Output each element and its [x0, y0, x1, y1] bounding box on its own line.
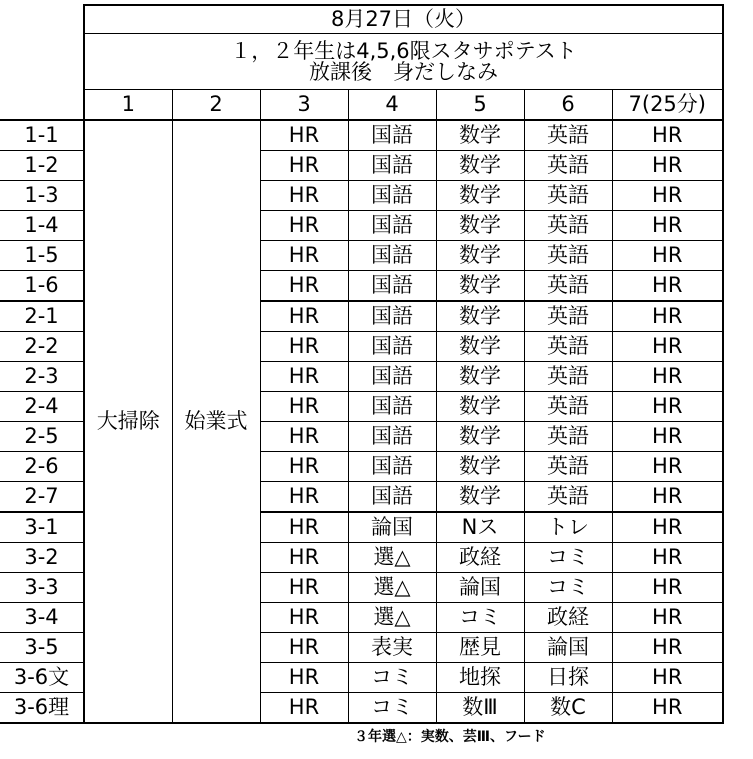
subject-cell-p3: HR [260, 151, 348, 181]
subject-cell-p7: HR [612, 693, 723, 724]
subject-cell-p4: コミ [348, 693, 436, 724]
subject-cell-p3: HR [260, 241, 348, 271]
class-label: 1-6 [0, 271, 84, 302]
subject-cell-p7: HR [612, 241, 723, 271]
subject-cell-p3: HR [260, 573, 348, 603]
subject-cell-p6: 英語 [524, 241, 612, 271]
subject-cell-p5: Nス [436, 512, 524, 543]
notice-line-1: １，２年生は4,5,6限スタサポテスト [230, 38, 577, 63]
class-label: 1-1 [0, 120, 84, 151]
subject-cell-p3: HR [260, 482, 348, 513]
subject-cell-p7: HR [612, 362, 723, 392]
schedule-table [0, 4, 724, 724]
subject-cell-p5: 政経 [436, 543, 524, 573]
subject-cell-p3: HR [260, 332, 348, 362]
subject-cell-p6: 英語 [524, 452, 612, 482]
subject-cell-p5: コミ [436, 603, 524, 633]
subject-cell-p6: 英語 [524, 181, 612, 211]
period-header-2: 2 [172, 90, 260, 121]
subject-cell-p4: 選△ [348, 573, 436, 603]
subject-cell-p4: 国語 [348, 301, 436, 332]
subject-cell-p3: HR [260, 512, 348, 543]
class-label: 3-6文 [0, 663, 84, 693]
subject-cell-p7: HR [612, 452, 723, 482]
subject-cell-p6: コミ [524, 543, 612, 573]
subject-cell-p3: HR [260, 633, 348, 663]
subject-cell-p4: 国語 [348, 120, 436, 151]
subject-cell-p6: 英語 [524, 211, 612, 241]
class-label: 2-1 [0, 301, 84, 332]
period-header-7: 7(25分) [612, 90, 723, 121]
subject-cell-p3: HR [260, 543, 348, 573]
class-label: 2-2 [0, 332, 84, 362]
subject-cell-p4: 国語 [348, 362, 436, 392]
subject-cell-p5: 数学 [436, 422, 524, 452]
class-label: 2-7 [0, 482, 84, 513]
class-label: 3-5 [0, 633, 84, 663]
period-header-3: 3 [260, 90, 348, 121]
subject-cell-p5: 数学 [436, 392, 524, 422]
class-label: 3-1 [0, 512, 84, 543]
subject-cell-p3: HR [260, 181, 348, 211]
subject-cell-p7: HR [612, 392, 723, 422]
subject-cell-p6: 英語 [524, 482, 612, 513]
subject-cell-p5: 数学 [436, 241, 524, 271]
subject-cell-p3: HR [260, 301, 348, 332]
subject-cell-p3: HR [260, 452, 348, 482]
subject-cell-p4: 国語 [348, 271, 436, 302]
class-label: 2-3 [0, 362, 84, 392]
class-label: 3-2 [0, 543, 84, 573]
subject-cell-p3: HR [260, 603, 348, 633]
class-label: 2-6 [0, 452, 84, 482]
merged-ceremony-cell: 始業式 [172, 120, 260, 723]
subject-cell-p5: 数学 [436, 181, 524, 211]
subject-cell-p5: 数学 [436, 271, 524, 302]
subject-cell-p4: 国語 [348, 392, 436, 422]
subject-cell-p5: 論国 [436, 573, 524, 603]
subject-cell-p6: 英語 [524, 151, 612, 181]
subject-cell-p5: 歴見 [436, 633, 524, 663]
class-label: 1-5 [0, 241, 84, 271]
subject-cell-p7: HR [612, 633, 723, 663]
class-label: 1-2 [0, 151, 84, 181]
subject-cell-p4: 選△ [348, 603, 436, 633]
subject-cell-p6: 数C [524, 693, 612, 724]
subject-cell-p4: コミ [348, 663, 436, 693]
merged-cleaning-cell: 大掃除 [84, 120, 172, 723]
subject-cell-p6: 政経 [524, 603, 612, 633]
subject-cell-p7: HR [612, 573, 723, 603]
subject-cell-p6: トレ [524, 512, 612, 543]
subject-cell-p7: HR [612, 543, 723, 573]
footnote: ３年選△：実数、芸Ⅲ、フード [354, 729, 546, 745]
subject-cell-p5: 数学 [436, 211, 524, 241]
period-header-4: 4 [348, 90, 436, 121]
subject-cell-p3: HR [260, 663, 348, 693]
subject-cell-p7: HR [612, 332, 723, 362]
subject-cell-p6: 日探 [524, 663, 612, 693]
class-label: 2-4 [0, 392, 84, 422]
period-header-6: 6 [524, 90, 612, 121]
period-header-5: 5 [436, 90, 524, 121]
subject-cell-p6: コミ [524, 573, 612, 603]
subject-cell-p7: HR [612, 482, 723, 513]
subject-cell-p5: 数学 [436, 482, 524, 513]
subject-cell-p5: 数学 [436, 301, 524, 332]
subject-cell-p3: HR [260, 392, 348, 422]
subject-cell-p6: 論国 [524, 633, 612, 663]
subject-cell-p7: HR [612, 211, 723, 241]
subject-cell-p4: 国語 [348, 241, 436, 271]
subject-cell-p5: 数学 [436, 362, 524, 392]
subject-cell-p3: HR [260, 271, 348, 302]
subject-cell-p7: HR [612, 271, 723, 302]
subject-cell-p4: 国語 [348, 181, 436, 211]
subject-cell-p5: 数学 [436, 120, 524, 151]
subject-cell-p7: HR [612, 603, 723, 633]
subject-cell-p4: 表実 [348, 633, 436, 663]
notice-line-2: 放課後 身だしなみ [309, 59, 498, 84]
subject-cell-p7: HR [612, 151, 723, 181]
subject-cell-p3: HR [260, 362, 348, 392]
class-label: 2-5 [0, 422, 84, 452]
corner-cell [0, 5, 84, 120]
subject-cell-p6: 英語 [524, 362, 612, 392]
subject-cell-p3: HR [260, 422, 348, 452]
subject-cell-p7: HR [612, 181, 723, 211]
subject-cell-p6: 英語 [524, 301, 612, 332]
subject-cell-p7: HR [612, 301, 723, 332]
subject-cell-p4: 選△ [348, 543, 436, 573]
class-label: 3-6理 [0, 693, 84, 724]
subject-cell-p4: 国語 [348, 482, 436, 513]
date-header: 8月27日（火） [84, 5, 723, 34]
subject-cell-p6: 英語 [524, 120, 612, 151]
class-label: 3-4 [0, 603, 84, 633]
subject-cell-p7: HR [612, 663, 723, 693]
subject-cell-p7: HR [612, 422, 723, 452]
subject-cell-p3: HR [260, 120, 348, 151]
period-header-1: 1 [84, 90, 172, 121]
subject-cell-p4: 国語 [348, 151, 436, 181]
subject-cell-p4: 国語 [348, 422, 436, 452]
class-label: 1-3 [0, 181, 84, 211]
subject-cell-p6: 英語 [524, 422, 612, 452]
table-row [0, 120, 723, 151]
class-label: 3-3 [0, 573, 84, 603]
subject-cell-p4: 国語 [348, 452, 436, 482]
subject-cell-p5: 数学 [436, 332, 524, 362]
subject-cell-p6: 英語 [524, 332, 612, 362]
subject-cell-p7: HR [612, 120, 723, 151]
subject-cell-p4: 国語 [348, 332, 436, 362]
subject-cell-p3: HR [260, 211, 348, 241]
notice-header [84, 34, 723, 90]
subject-cell-p6: 英語 [524, 271, 612, 302]
subject-cell-p5: 数学 [436, 151, 524, 181]
subject-cell-p4: 国語 [348, 211, 436, 241]
subject-cell-p7: HR [612, 512, 723, 543]
subject-cell-p5: 地探 [436, 663, 524, 693]
subject-cell-p4: 論国 [348, 512, 436, 543]
subject-cell-p6: 英語 [524, 392, 612, 422]
subject-cell-p3: HR [260, 693, 348, 724]
subject-cell-p5: 数Ⅲ [436, 693, 524, 724]
class-label: 1-4 [0, 211, 84, 241]
subject-cell-p5: 数学 [436, 452, 524, 482]
